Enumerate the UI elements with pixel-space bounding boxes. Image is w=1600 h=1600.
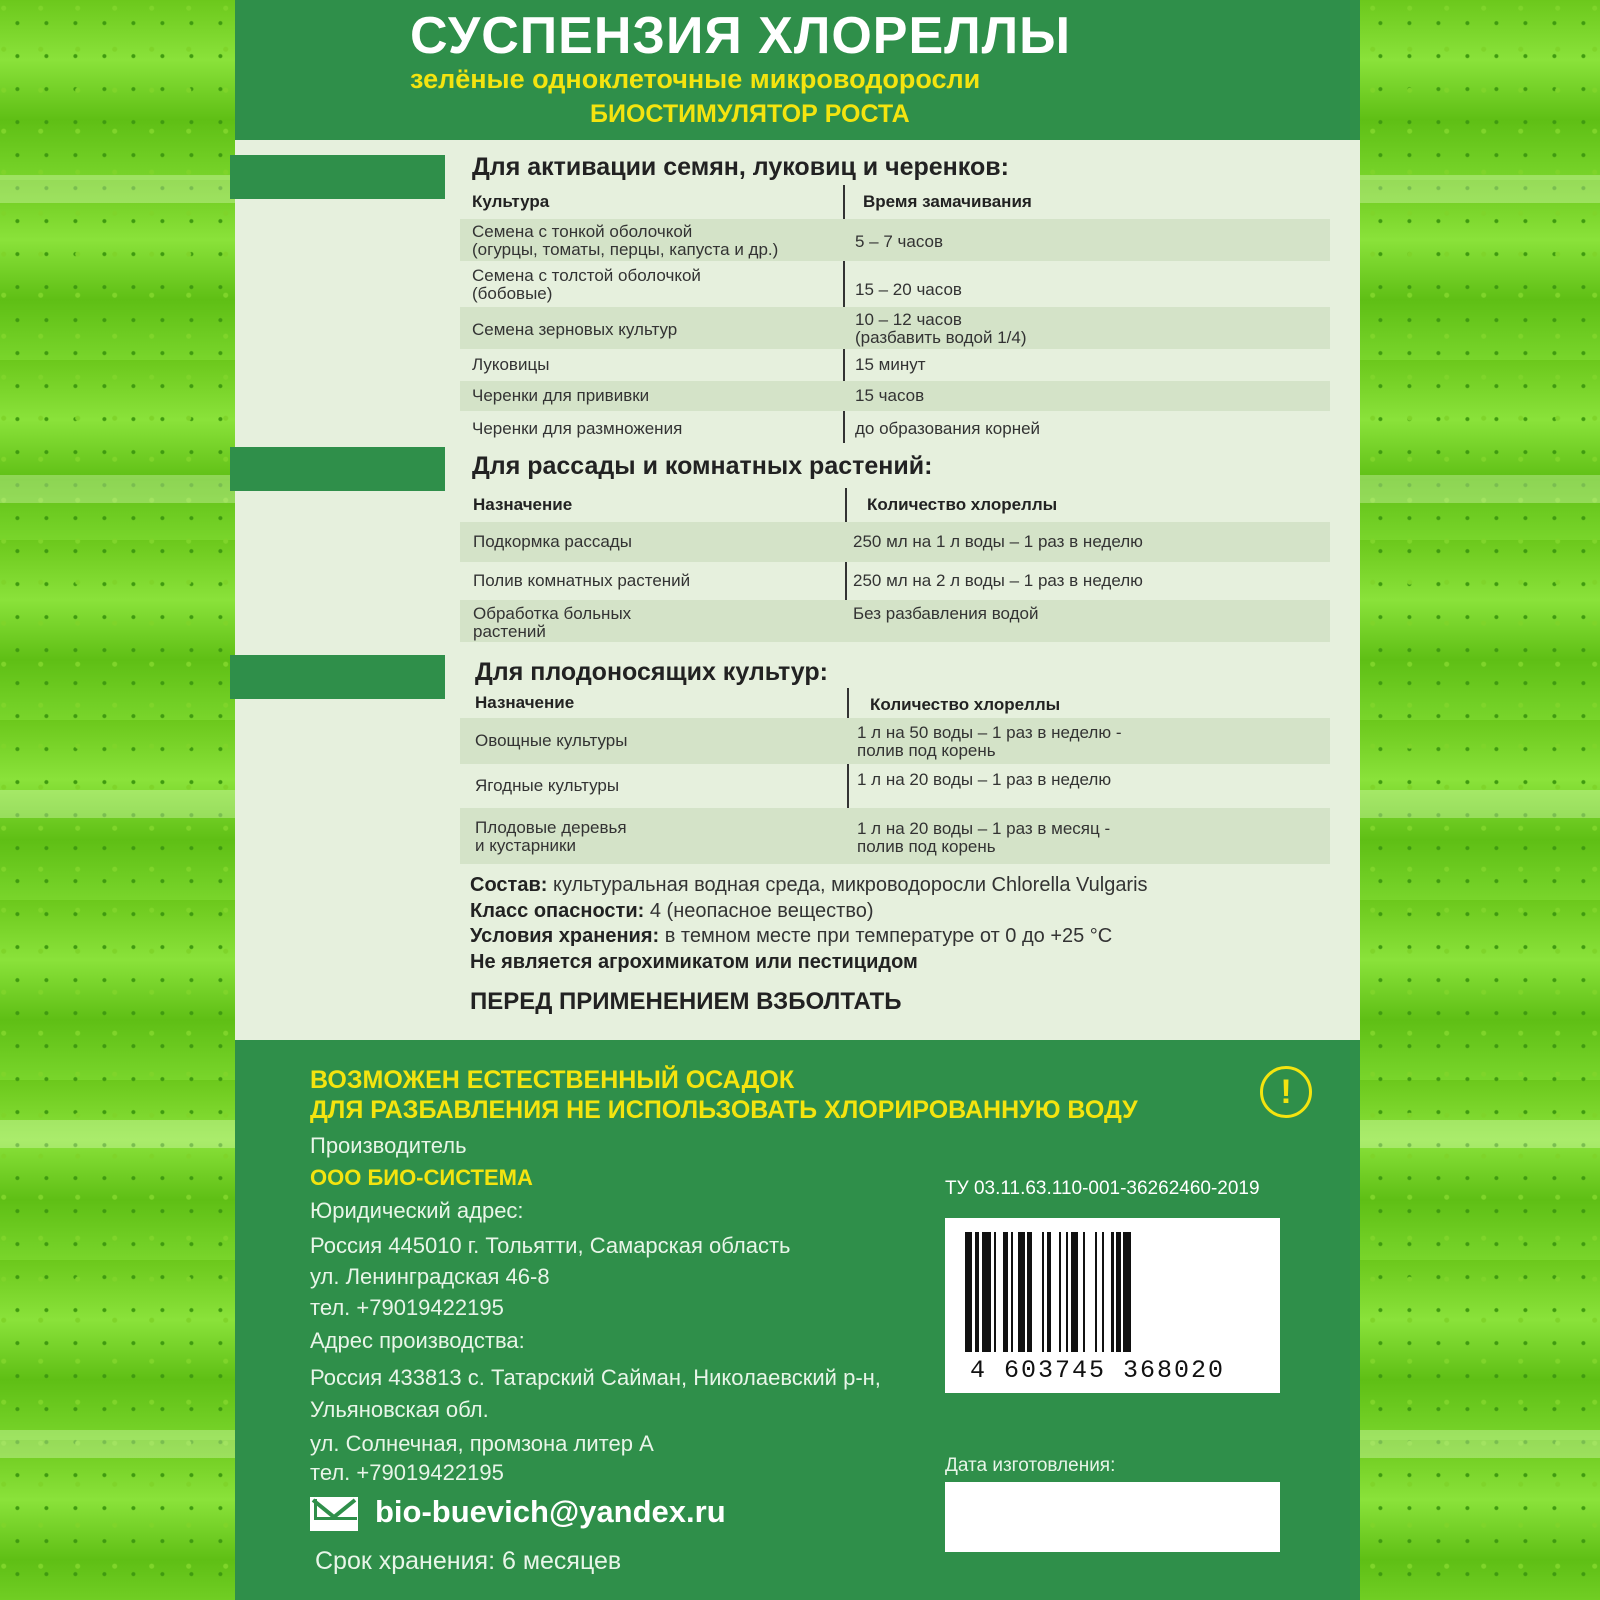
barcode-bars xyxy=(965,1232,1260,1352)
barcode-number: 4 603745 368020 xyxy=(970,1356,1226,1385)
legal-address-label: Юридический адрес: xyxy=(310,1198,524,1223)
manufacturer-name: ООО БИО-СИСТЕМА xyxy=(310,1165,533,1190)
warning-chlorine: ДЛЯ РАЗБАВЛЕНИЯ НЕ ИСПОЛЬЗОВАТЬ ХЛОРИРОВАННУЮ ВОДУ xyxy=(310,1096,1138,1124)
legal-address-line1: Россия 445010 г. Тольятти, Самарская область xyxy=(310,1233,791,1258)
row-name: Луковицы xyxy=(472,355,550,374)
shelf-life: Срок хранения: 6 месяцев xyxy=(315,1547,622,1575)
row-value-detail: полив под корень xyxy=(857,837,996,856)
section1-col1-header: Культура xyxy=(472,192,550,211)
contact-email: bio-buevich@yandex.ru xyxy=(375,1494,726,1529)
phone-2: тел. +79019422195 xyxy=(310,1460,504,1485)
production-address-label: Адрес производства: xyxy=(310,1328,525,1353)
product-category: БИОСТИМУЛЯТОР РОСТА xyxy=(590,100,910,128)
row-name: Семена с толстой оболочкой xyxy=(472,266,701,285)
warning-sediment: ВОЗМОЖЕН ЕСТЕСТВЕННЫЙ ОСАДОК xyxy=(310,1066,795,1094)
barcode-bar xyxy=(1071,1232,1078,1352)
row-value: до образования корней xyxy=(855,419,1041,438)
barcode-bar xyxy=(1027,1232,1032,1352)
section3-col2-header: Количество хлореллы xyxy=(870,695,1061,714)
table-row xyxy=(460,718,1330,764)
row-name-detail: растений xyxy=(473,622,546,641)
table-row xyxy=(460,307,1330,349)
row-name: Овощные культуры xyxy=(475,731,628,750)
barcode-bar xyxy=(1116,1232,1121,1352)
barcode-bar xyxy=(1042,1232,1044,1352)
storage-label: Условия хранения: xyxy=(470,925,660,947)
row-name: Обработка больных xyxy=(473,604,632,623)
manufacture-date-field xyxy=(945,1482,1280,1552)
section-tab xyxy=(230,655,445,699)
row-name-detail: и кустарники xyxy=(475,836,576,855)
barcode-bar xyxy=(1011,1232,1013,1352)
barcode-bar xyxy=(1123,1232,1130,1352)
section-tab xyxy=(230,155,445,199)
row-name: Черенки для размножения xyxy=(472,419,683,438)
product-label xyxy=(235,0,1360,1600)
table-row xyxy=(460,564,1330,598)
row-name: Плодовые деревья xyxy=(475,818,627,837)
table-row xyxy=(460,413,1330,443)
barcode-bar xyxy=(1095,1232,1097,1352)
section3-col1-header: Назначение xyxy=(475,693,575,712)
production-address-line2: Ульяновская обл. xyxy=(310,1397,489,1422)
row-value-detail: полив под корень xyxy=(857,741,996,760)
row-value: 5 – 7 часов xyxy=(855,232,944,251)
barcode-bar xyxy=(994,1232,996,1352)
product-subtitle: зелёные одноклеточные микроводоросли xyxy=(410,64,981,94)
composition-value: культуральная водная среда, микроводоросли Chlorella Vulgaris xyxy=(552,874,1148,896)
barcode-bar xyxy=(1083,1232,1085,1352)
table-row xyxy=(460,381,1330,411)
row-value: 1 л на 20 воды – 1 раз в месяц - xyxy=(857,819,1111,838)
table-row xyxy=(460,600,1330,642)
section-tab xyxy=(230,447,445,491)
row-name: Черенки для прививки xyxy=(472,386,650,405)
table-row xyxy=(460,219,1330,261)
barcode xyxy=(945,1218,1280,1393)
legal-address-line2: ул. Ленинградская 46-8 xyxy=(310,1264,550,1289)
row-value: 1 л на 50 воды – 1 раз в неделю - xyxy=(857,723,1122,742)
barcode-bar xyxy=(1066,1232,1068,1352)
row-value: Без разбавления водой xyxy=(853,604,1039,623)
section1-col2-header: Время замачивания xyxy=(863,192,1032,211)
row-name: Семена с тонкой оболочкой xyxy=(472,222,693,241)
row-name: Полив комнатных растений xyxy=(473,571,691,590)
mail-icon xyxy=(310,1497,358,1531)
section2-title: Для рассады и комнатных растений: xyxy=(472,452,933,480)
product-title: СУСПЕНЗИЯ ХЛОРЕЛЛЫ xyxy=(410,7,1072,65)
production-address-line1: Россия 433813 с. Татарский Сайман, Николаевский р-н, xyxy=(310,1365,881,1390)
barcode-bar xyxy=(1102,1232,1104,1352)
barcode-bar xyxy=(1059,1232,1061,1352)
barcode-bar xyxy=(1018,1232,1025,1352)
hazard-value: 4 (неопасное вещество) xyxy=(649,900,874,922)
hazard-line xyxy=(470,900,874,923)
row-name: Ягодные культуры xyxy=(475,776,620,795)
manufacturer-label: Производитель xyxy=(310,1133,467,1158)
composition-line xyxy=(470,874,1148,897)
row-value: 15 часов xyxy=(855,386,925,405)
row-name: Семена зерновых культур xyxy=(472,320,678,339)
row-value-detail: (разбавить водой 1/4) xyxy=(855,328,1027,347)
table-row xyxy=(460,766,1330,806)
phone-1: тел. +79019422195 xyxy=(310,1295,504,1320)
table-row xyxy=(460,263,1330,305)
section2-col2-header: Количество хлореллы xyxy=(867,495,1058,514)
row-name-detail: (огурцы, томаты, перцы, капуста и др.) xyxy=(472,240,779,259)
manufacture-date-label: Дата изготовления: xyxy=(945,1455,1116,1476)
row-value: 250 мл на 1 л воды – 1 раз в неделю xyxy=(853,532,1143,551)
barcode-bar xyxy=(1047,1232,1052,1352)
storage-line xyxy=(470,925,1112,948)
row-value: 250 мл на 2 л воды – 1 раз в неделю xyxy=(853,571,1143,590)
table-row xyxy=(460,808,1330,864)
row-value: 10 – 12 часов xyxy=(855,310,962,329)
row-name-detail: (бобовые) xyxy=(472,284,553,303)
section3-title: Для плодоносящих культур: xyxy=(475,658,828,686)
barcode-bar xyxy=(975,1232,980,1352)
production-address-line3: ул. Солнечная, промзона литер А xyxy=(310,1431,654,1456)
not-agrochemical-note: Не является агрохимикатом или пестицидом xyxy=(470,951,918,973)
section2-col1-header: Назначение xyxy=(473,495,573,514)
storage-value: в темном месте при температуре от 0 до +25 °С xyxy=(664,925,1113,947)
barcode-bar xyxy=(1003,1232,1008,1352)
mail-icon-glyph xyxy=(310,1497,358,1531)
tech-spec-number: ТУ 03.11.63.110-001-36262460-2019 xyxy=(945,1178,1260,1199)
composition-label: Состав: xyxy=(470,874,548,896)
hazard-label: Класс опасности: xyxy=(470,900,645,922)
table-row xyxy=(460,351,1330,379)
warning-icon: ! xyxy=(1260,1066,1312,1118)
section1-title: Для активации семян, луковиц и черенков: xyxy=(472,153,1009,181)
table-row xyxy=(460,522,1330,562)
row-value: 15 минут xyxy=(855,355,926,374)
shake-before-use: ПЕРЕД ПРИМЕНЕНИЕМ ВЗБОЛТАТЬ xyxy=(470,988,902,1015)
row-name: Подкормка рассады xyxy=(473,532,632,551)
barcode-bar xyxy=(982,1232,992,1352)
row-value: 1 л на 20 воды – 1 раз в неделю xyxy=(857,770,1112,789)
barcode-bar xyxy=(965,1232,972,1352)
barcode-bar xyxy=(1111,1232,1113,1352)
row-value: 15 – 20 часов xyxy=(855,280,962,299)
